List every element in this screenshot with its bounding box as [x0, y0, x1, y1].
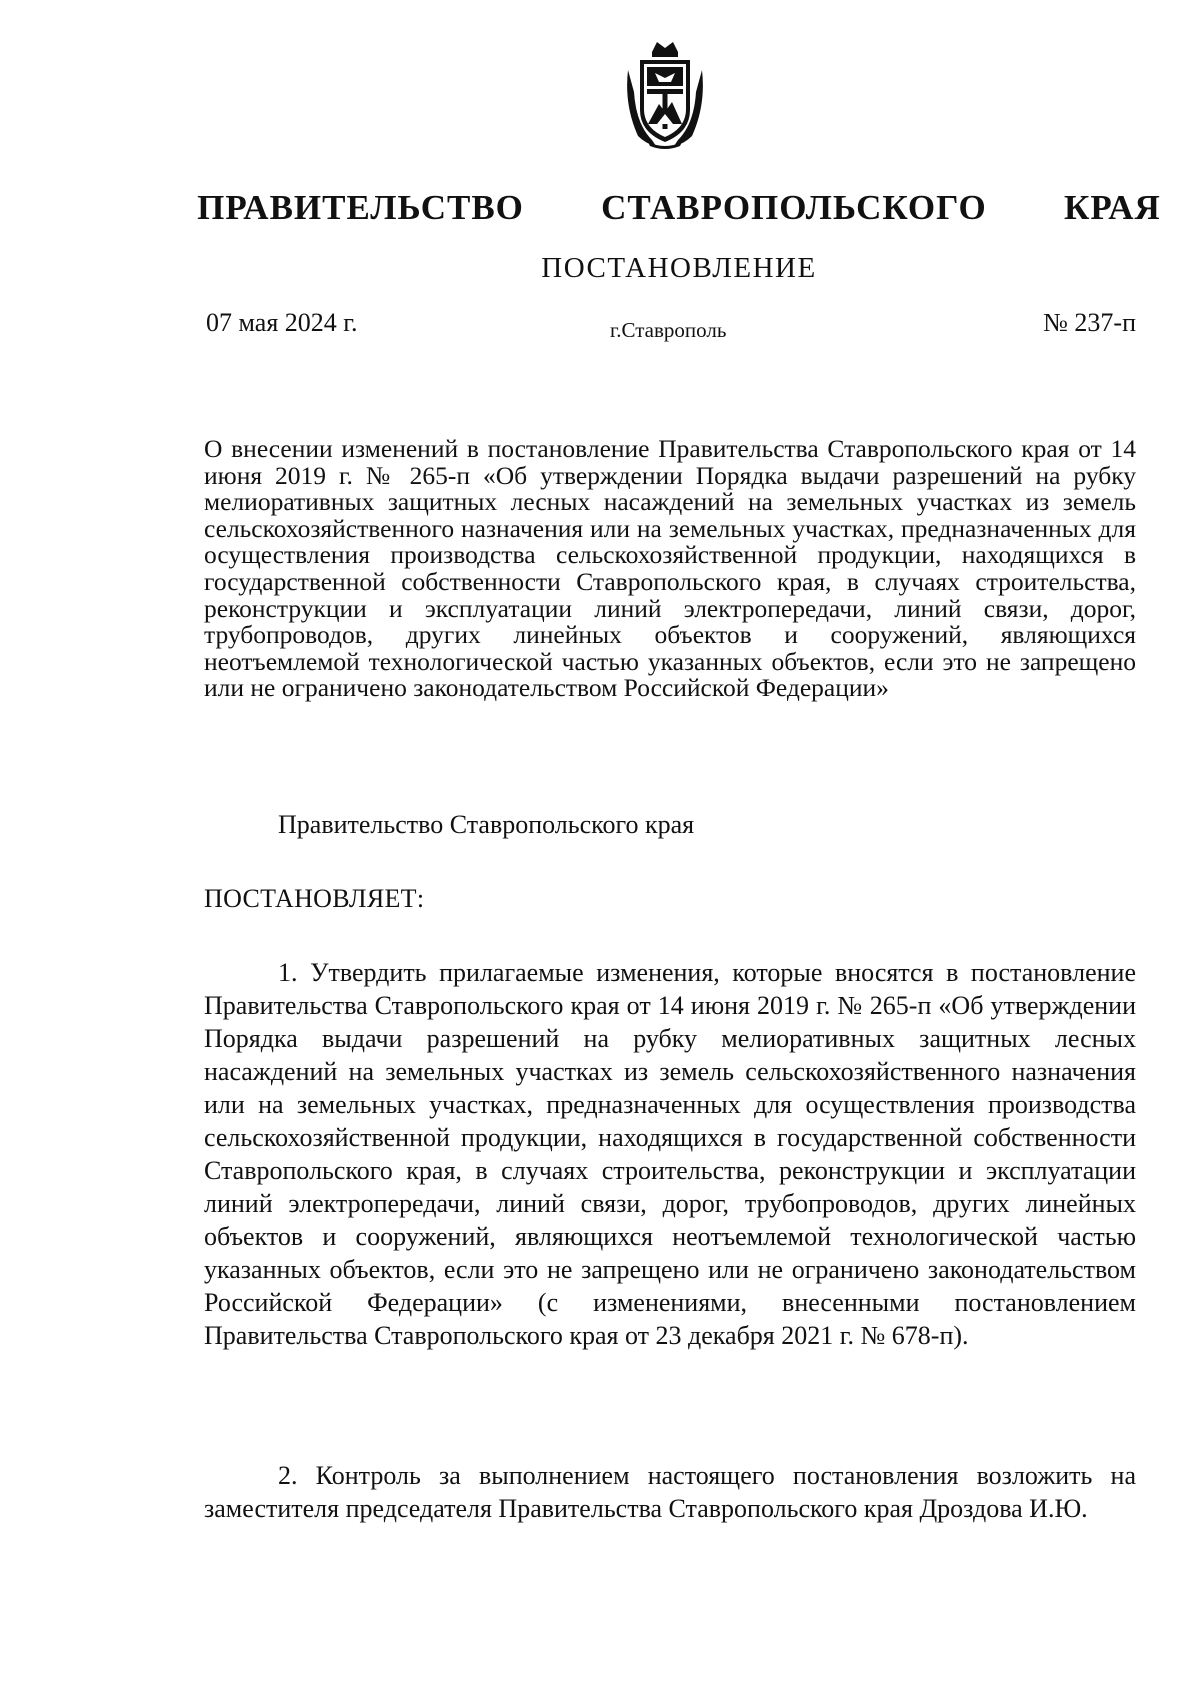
document-type: ПОСТАНОВЛЕНИЕ	[541, 252, 817, 284]
document-date: 07 мая 2024 г.	[206, 308, 358, 337]
decree-word: ПОСТАНОВЛЯЕТ:	[204, 884, 425, 913]
intro-line: Правительство Ставропольского края	[278, 810, 695, 839]
paragraph-2: 2. Контроль за выполнением настоящего постановления возложить на заместителя председателя Правительства Ставропольского края Дроздова И.Ю.	[204, 1461, 1136, 1523]
stavropol-coat-of-arms-icon	[622, 40, 708, 150]
government-name: ПРАВИТЕЛЬСТВО СТАВРОПОЛЬСКОГО КРАЯ	[197, 188, 1161, 227]
document-number: № 237-п	[1043, 308, 1136, 337]
paragraph-1: 1. Утвердить прилагаемые изменения, которые вносятся в постановление Правительства Ставропольского края от 14 июня 2019 г. № 265-п «Об утверждении Порядка выдачи разрешений на рубку мелиоративных защитных лесных насаждений на земельных участках из земель сельскохозяйственного назначения или на земельных участках, предназначенных для осуществления производства сельскохозяйственной продукции, находящихся в государственной собственности Ставропольского края, в случаях строительства, реконструкции и эксплуатации линий электропередачи, линий связи, дорог, трубопроводов, других линейных объектов и сооружений, являющихся неотъемлемой технологической частью указанных объектов, если это не запрещено или не ограничено законодательством Российской Федерации» (с изменениями, внесенными постановлением Правительства Ставропольского края от 23 декабря 2021 г. № 678-п).	[204, 958, 1136, 1350]
document-city: г.Ставрополь	[610, 318, 727, 342]
document-subject: О внесении изменений в постановление Правительства Ставропольского края от 14 июня 2019 г. № 265-п «Об утверждении Порядка выдачи разрешений на рубку мелиоративных защитных лесных насаждений на земельных участках из земель сельскохозяйственного назначения или на земельных участках, предназначенных для осуществления производства сельскохозяйственной продукции, находящихся в государственной собственности Ставропольского края, в случаях строительства, реконструкции и эксплуатации линий электропередачи, линий связи, дорог, трубопроводов, других линейных объектов и сооружений, являющихся неотъемлемой технологической частью указанных объектов, если это не запрещено или не ограничено законодательством Российской Федерации»	[204, 434, 1136, 703]
